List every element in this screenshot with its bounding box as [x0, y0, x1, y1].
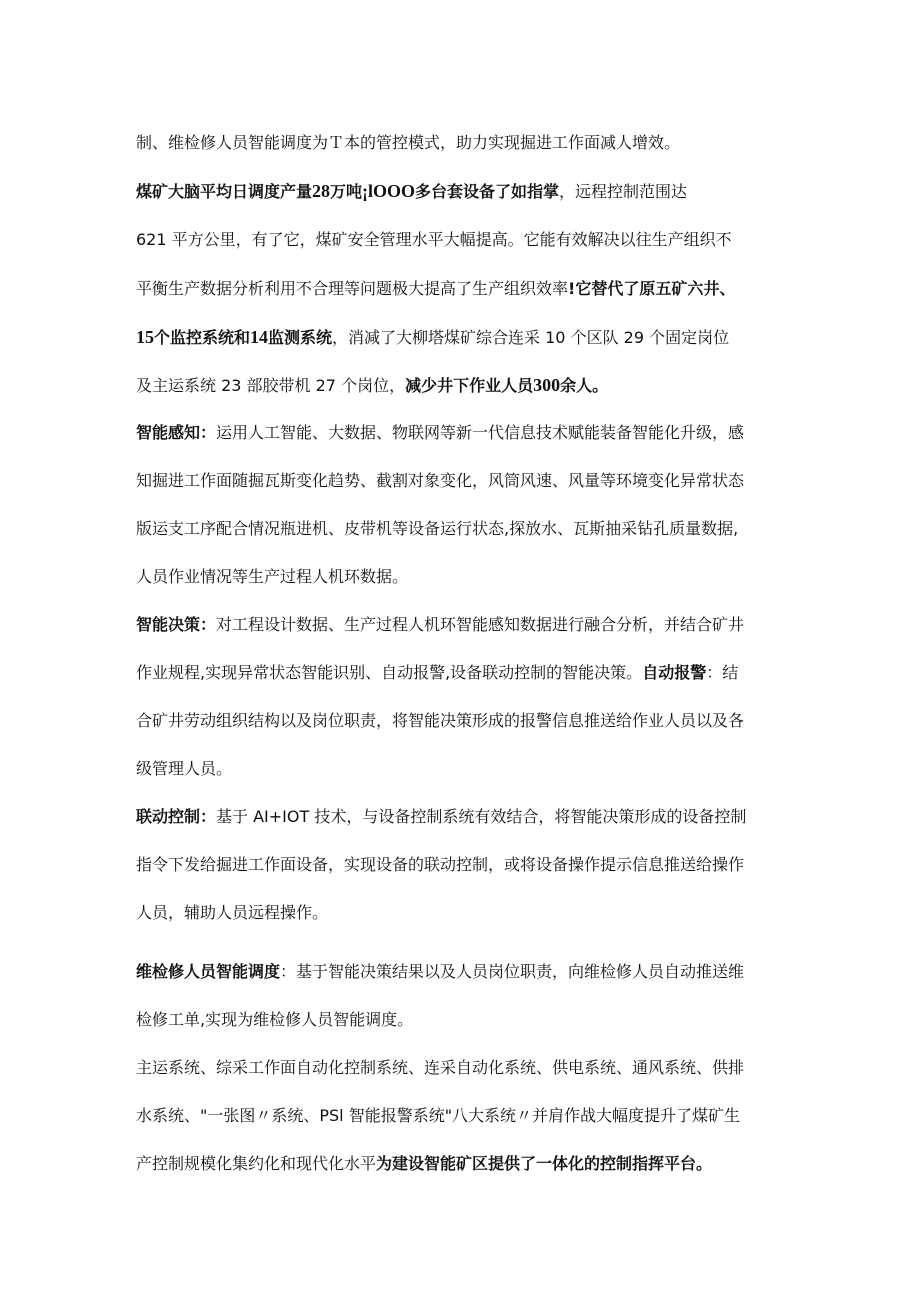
section-heading: 联动控制： [136, 807, 217, 826]
text: ，消减了大柳塔煤矿综合连采 10 个区队 29 个固定岗位 [332, 328, 730, 347]
text: ：基于智能决策结果以及人员岗位职责，向维检修人员自动推送维 [280, 962, 745, 981]
text: 知掘进工作面随掘瓦斯变化趋势、截割对象变化，风筒风速、风量等环境变化异常状态 [136, 471, 745, 490]
paragraph-maintenance-line-1 [136, 960, 796, 984]
bold-number: 14 [250, 327, 269, 347]
text: 主运系统、综采工作面自动化控制系统、连采自动化系统、供电系统、通风系统、供排 [136, 1058, 745, 1077]
text: 合矿井劳动组织结构以及岗位职责，将智能决策形成的报警信息推送给作业人员以及各 [136, 711, 745, 730]
bold-text: 监测系统 [268, 328, 333, 347]
section-heading: 维检修人员智能调度 [136, 962, 281, 981]
paragraph-perception-line-3 [136, 517, 796, 541]
section-heading: 智能感知： [136, 423, 217, 442]
paragraph-coal-brain-line-5 [136, 373, 796, 398]
text: 对工程设计数据、生产过程人机环智能感知数据进行融合分析，并结合矿井 [216, 615, 745, 634]
paragraph-coal-brain-line-4 [136, 325, 796, 350]
paragraph-decision-line-4 [136, 757, 796, 781]
text: 产控制规模化集约化和现代化水平 [136, 1154, 377, 1173]
text: 平衡生产数据分析利用不合理等问题极大提高了生产组织效率 [136, 279, 569, 298]
text: 水系统、"一张图〃系统、PSl 智能报警系统"八大系统〃并肩作战大幅度提升了煤矿生 [136, 1106, 741, 1125]
bold-text: !它替代了原五矿六井、 [568, 279, 736, 298]
text: 指令下发给掘进工作面设备，实现设备的联动控制，或将设备操作提示信息推送给操作 [136, 855, 745, 874]
paragraph-systems-line-1 [136, 1056, 796, 1080]
text: 运用人工智能、大数据、物联网等新一代信息技术赋能装备智能化升级，感 [216, 423, 745, 442]
text: 版运支工序配合情况瓶进机、皮带机等设备运行状态,探放水、瓦斯抽采钻孔质量数据, [136, 519, 739, 538]
paragraph-systems-line-3 [136, 1152, 796, 1176]
text: 人员作业情况等生产过程人机环数据。 [136, 567, 409, 586]
text: 级管理人员。 [136, 759, 233, 778]
section-heading: 自动报警 [642, 663, 707, 682]
text: 检修工单,实现为维检修人员智能调度。 [136, 1010, 414, 1029]
paragraph-perception-line-2 [136, 469, 796, 493]
paragraph-decision-line-2 [136, 661, 796, 685]
text: 基于 AI+IOT 技术，与设备控制系统有效结合，将智能决策形成的设备控制 [216, 807, 747, 826]
text: ，远程控制范围达 [559, 182, 688, 201]
paragraph-maintenance-line-2 [136, 1008, 796, 1032]
paragraph-decision-line-3 [136, 709, 796, 733]
bold-number: 300 [533, 375, 561, 395]
bold-number: 28 [312, 181, 331, 201]
bold-text: 个监控系统和 [154, 328, 251, 347]
text: 人员，辅助人员远程操作。 [136, 903, 329, 922]
text: ：结 [706, 663, 739, 682]
paragraph-coal-brain-line-2 [136, 228, 796, 252]
paragraph-coal-brain-line-3 [136, 277, 796, 301]
paragraph-linkage-line-1 [136, 805, 796, 829]
paragraph-perception-line-4 [136, 565, 796, 589]
bold-text: 煤矿大脑平均日调度产量 [136, 182, 313, 201]
text: 及主运系统 23 部胶带机 27 个岗位， [136, 376, 406, 395]
section-heading: 智能决策： [136, 615, 217, 634]
bold-number: 15 [136, 327, 154, 347]
paragraph-intro-line [136, 131, 796, 155]
bold-text: 多台套设备了如指掌 [415, 182, 560, 201]
paragraph-perception-line-1 [136, 421, 796, 445]
bold-text: 减少井下作业人员 [405, 376, 534, 395]
text: 作业规程,实现异常状态智能识别、自动报警,设备联动控制的智能决策。 [136, 663, 643, 682]
text: 621 平方公里，有了它，煤矿安全管理水平大幅提高。它能有效解决以往生产组织不 [136, 230, 732, 249]
bold-text: 余人。 [560, 376, 609, 395]
bold-text: 为建设智能矿区提供了一体化的控制指挥平台。 [376, 1154, 713, 1173]
paragraph-decision-line-1 [136, 613, 796, 637]
bold-number: ¡lOOO [362, 181, 416, 201]
bold-text: 万吨 [330, 182, 363, 201]
paragraph-coal-brain-line-1 [136, 179, 796, 204]
paragraph-linkage-line-3 [136, 901, 796, 925]
paragraph-linkage-line-2 [136, 853, 796, 877]
paragraph-systems-line-2 [136, 1104, 796, 1128]
text: 制、维检修人员智能调度为Ｔ本的管控模式，助力实现掘进工作面减人增效。 [136, 133, 681, 152]
